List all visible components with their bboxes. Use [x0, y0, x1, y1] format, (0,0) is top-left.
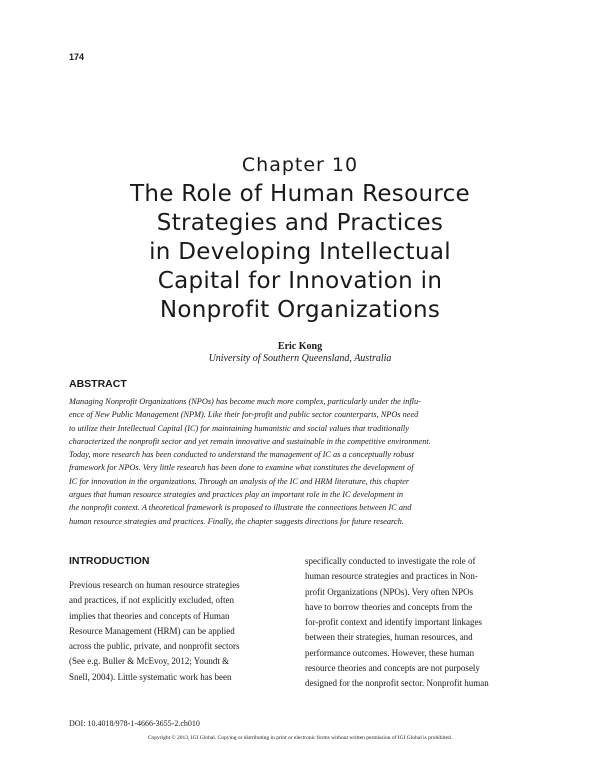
- body-line: between their strategies, human resources, and: [305, 632, 473, 643]
- title-line: Nonprofit Organizations: [159, 297, 441, 323]
- introduction-right-column: [305, 554, 515, 692]
- abstract-line: human resource strategies and practices. Finally, the chapter suggests directions for future research.: [69, 516, 404, 526]
- copyright-notice: Copyright © 2013, IGI Global. Copying or distributing in print or electronic forms without written permission of IGI Global is prohibited.: [147, 735, 453, 741]
- abstract-line: Today, more research has been conducted to understand the management of IC as a conceptually robust: [69, 450, 415, 460]
- body-line: Snell, 2004). Little systematic work has been: [69, 671, 232, 682]
- body-line: human resource strategies and practices in Non-: [305, 571, 478, 582]
- body-line: for-profit context and identify important linkages: [305, 617, 483, 628]
- abstract-line: IC for innovation in the organizations. Through an analysis of the IC and HRM literature, this chapter: [69, 476, 410, 486]
- body-line: have to borrow theories and concepts from the: [305, 601, 473, 612]
- abstract-body: [69, 395, 531, 528]
- abstract-line: ence of New Public Management (NPM). Like their for-profit and public sector counterparts, NPOs need: [69, 410, 419, 420]
- abstract-line: the nonprofit context. A theoretical framework is proposed to illustrate the connections between IC and: [69, 503, 412, 513]
- title-line: The Role of Human Resource: [130, 181, 470, 207]
- body-line: and practices, if not explicitly excluded, often: [69, 595, 234, 606]
- body-line: performance outcomes. However, these human: [305, 647, 475, 658]
- author-affiliation: University of Southern Queensland, Australia: [208, 353, 392, 364]
- abstract-line: to utilize their Intellectual Capital (IC) for maintaining humanistic and social values that traditionally: [69, 423, 409, 433]
- abstract-line: framework for NPOs. Very little research has been done to examine what constitutes the development of: [69, 463, 414, 473]
- body-line: specifically conducted to investigate the role of: [305, 556, 476, 566]
- page-number: 174: [69, 52, 85, 62]
- title-line: in Developing Intellectual: [149, 239, 451, 265]
- author-name: Eric Kong: [277, 341, 323, 352]
- body-line: designed for the nonprofit sector. Nonprofit human: [305, 678, 489, 689]
- body-line: across the public, private, and nonprofit sectors: [69, 641, 240, 652]
- abstract-line: argues that human resource strategies and practices play an important role in the IC development in: [69, 490, 404, 500]
- introduction-heading: INTRODUCTION: [69, 555, 150, 567]
- title-line: Capital for Innovation in: [157, 268, 443, 294]
- chapter-label: Chapter 10: [241, 154, 359, 176]
- body-line: resource theories and concepts are not purposely: [305, 663, 480, 674]
- body-line: profit Organizations (NPOs). Very often NPOs: [305, 586, 474, 597]
- body-line: Resource Management (HRM) can be applied: [69, 625, 235, 636]
- body-line: (See e.g. Buller & McEvoy, 2012; Youndt &: [69, 656, 230, 667]
- abstract-line: Managing Nonprofit Organizations (NPOs) has become much more complex, particularly under the influ-: [69, 397, 421, 406]
- doi: DOI: 10.4018/978-1-4666-3655-2.ch010: [69, 719, 200, 728]
- abstract-heading: ABSTRACT: [69, 378, 127, 390]
- title-line: Strategies and Practices: [156, 210, 444, 236]
- body-line: Previous research on human resource strategies: [69, 580, 240, 590]
- introduction-left-column: [69, 578, 279, 685]
- body-line: implies that theories and concepts of Human: [69, 610, 230, 621]
- abstract-line: characterized the nonprofit sector and yet remain innovative and sustainable in the competitive environment.: [69, 436, 431, 446]
- chapter-title: [40, 180, 560, 325]
